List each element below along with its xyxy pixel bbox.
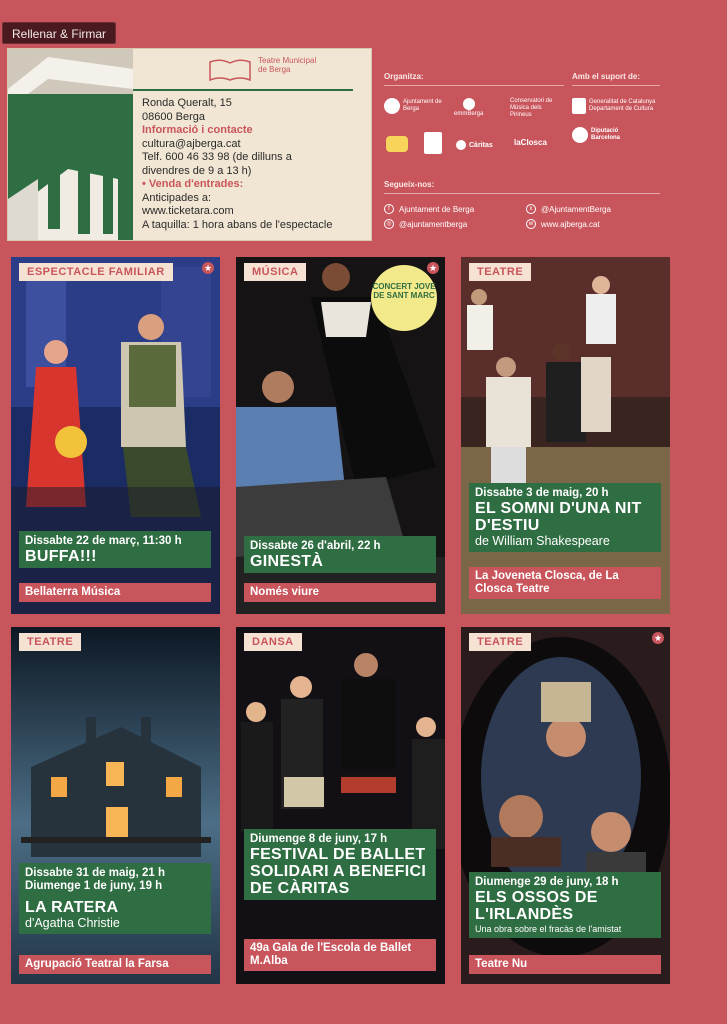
generalitat-logo: Generalitat de Catalunya Departament de Cultura bbox=[572, 98, 659, 114]
fill-and-sign-button[interactable]: Rellenar & Firmar bbox=[2, 22, 116, 44]
event-date: Diumenge 29 de juny, 18 h bbox=[475, 876, 619, 888]
event-date: Dissabte 3 de maig, 20 h bbox=[475, 487, 609, 499]
phone-line-1: Telf. 600 46 33 98 (de dilluns a bbox=[142, 151, 292, 163]
tickets-title: • Venda d'entrades: bbox=[142, 178, 244, 190]
event-info bbox=[469, 483, 661, 552]
category-tag: TEATRE bbox=[469, 263, 531, 281]
logo-mark bbox=[386, 136, 408, 152]
event-info bbox=[469, 872, 661, 938]
address-line-2: 08600 Berga bbox=[142, 110, 205, 123]
x-icon: x bbox=[526, 204, 536, 214]
event-date: Dissabte 22 de març, 11:30 h bbox=[25, 535, 182, 547]
event-card[interactable] bbox=[236, 627, 445, 984]
shield-logo bbox=[424, 132, 442, 154]
event-card[interactable] bbox=[11, 627, 220, 984]
follow-heading: Segueix-nos: bbox=[384, 180, 435, 189]
divider bbox=[133, 89, 353, 91]
event-company: La Joveneta Closca, de La Closca Teatre bbox=[469, 567, 661, 599]
event-info bbox=[244, 829, 436, 900]
organitza-heading: Organitza: bbox=[384, 72, 424, 81]
theatre-logo bbox=[208, 56, 318, 86]
event-title: EL SOMNI D'UNA NIT D'ESTIU bbox=[475, 500, 642, 534]
venue-contact bbox=[142, 97, 370, 232]
event-info bbox=[19, 531, 211, 568]
event-photo bbox=[236, 627, 445, 984]
advance-label: Anticipades a: bbox=[142, 191, 212, 204]
event-info bbox=[244, 536, 436, 573]
instagram-icon: ◎ bbox=[384, 219, 394, 229]
category-tag: MÚSICA bbox=[244, 263, 306, 281]
event-title: GINESTÀ bbox=[250, 553, 324, 570]
ajuntament-logo: Ajuntament de Berga bbox=[384, 98, 443, 114]
event-card[interactable] bbox=[11, 257, 220, 614]
tickets-title-text: Venda d'entrades: bbox=[148, 178, 244, 190]
star-icon: ★ bbox=[653, 633, 663, 643]
event-title: FESTIVAL DE BALLET SOLIDARI A BENEFICI DE CÀRITAS bbox=[250, 846, 427, 897]
event-photo bbox=[461, 257, 670, 614]
caritas-logo: Càritas bbox=[456, 140, 493, 150]
event-card[interactable] bbox=[461, 627, 670, 984]
facebook-icon: f bbox=[384, 204, 394, 214]
support-heading: Amb el suport de: bbox=[572, 72, 641, 81]
event-date: Dissabte 26 d'abril, 22 h bbox=[250, 540, 381, 552]
category-tag: DANSA bbox=[244, 633, 302, 651]
divider bbox=[572, 85, 660, 86]
info-title: Informació i contacte bbox=[142, 124, 253, 136]
sponsors-area bbox=[384, 70, 662, 240]
conservatori-logo: Conservatori de Música dels Pirineus bbox=[510, 98, 553, 118]
category-tag: ESPECTACLE FAMILIAR bbox=[19, 263, 173, 281]
event-title: LA RATERA bbox=[25, 899, 119, 916]
venue-info-box bbox=[7, 48, 372, 241]
x-link[interactable]: x @AjuntamentBerga bbox=[526, 204, 611, 214]
divider bbox=[384, 85, 564, 86]
diputacio-logo: Diputació Barcelona bbox=[572, 127, 641, 143]
theatre-facade-photo bbox=[8, 49, 133, 240]
event-info bbox=[19, 863, 211, 934]
event-company: Agrupació Teatral la Farsa bbox=[19, 955, 211, 974]
divider bbox=[384, 193, 660, 194]
event-company: Teatre Nu bbox=[469, 955, 661, 974]
category-tag: TEATRE bbox=[469, 633, 531, 651]
theatre-logo-text: Teatre Municipal de Berga bbox=[258, 56, 317, 74]
event-company: Bellaterra Música bbox=[19, 583, 211, 602]
phone-line-2: divendres de 9 a 13 h) bbox=[142, 164, 252, 177]
theatre-book-icon bbox=[208, 58, 252, 82]
event-author: Una obra sobre el fracàs de l'amistat bbox=[475, 924, 622, 934]
email-link[interactable]: cultura@ajberga.cat bbox=[142, 137, 241, 150]
event-date: Diumenge 8 de juny, 17 h bbox=[250, 833, 388, 845]
event-date: Dissabte 31 de maig, 21 h bbox=[25, 867, 165, 879]
laclosca-logo: laClosca bbox=[514, 138, 547, 147]
ticket-website-link[interactable]: www.ticketara.com bbox=[142, 205, 234, 217]
box-office-note: A taquilla: 1 hora abans de l'espectacle bbox=[142, 218, 333, 231]
star-icon: ★ bbox=[203, 263, 213, 273]
event-card[interactable] bbox=[461, 257, 670, 614]
web-icon: w bbox=[526, 219, 536, 229]
event-title: BUFFA!!! bbox=[25, 548, 97, 565]
event-title: ELS OSSOS DE L'IRLANDÈS bbox=[475, 889, 598, 923]
web-link[interactable]: w www.ajberga.cat bbox=[526, 219, 600, 229]
event-author: de William Shakespeare bbox=[475, 534, 610, 548]
event-date-2: Diumenge 1 de juny, 19 h bbox=[25, 880, 163, 892]
emmberga-logo: emmBerga bbox=[454, 98, 483, 118]
facebook-link[interactable]: f Ajuntament de Berga bbox=[384, 204, 474, 214]
star-icon: ★ bbox=[428, 263, 438, 273]
event-company: 49a Gala de l'Escola de Ballet M.Alba bbox=[244, 939, 436, 971]
category-tag: TEATRE bbox=[19, 633, 81, 651]
event-author: d'Agatha Christie bbox=[25, 916, 120, 930]
concert-badge: CONCERT JOVE DE SANT MARC bbox=[371, 265, 437, 331]
event-card[interactable] bbox=[236, 257, 445, 614]
instagram-link[interactable]: ◎ @ajuntamentberga bbox=[384, 219, 467, 229]
event-company: Només viure bbox=[244, 583, 436, 602]
address-line-1: Ronda Queralt, 15 bbox=[142, 97, 232, 109]
